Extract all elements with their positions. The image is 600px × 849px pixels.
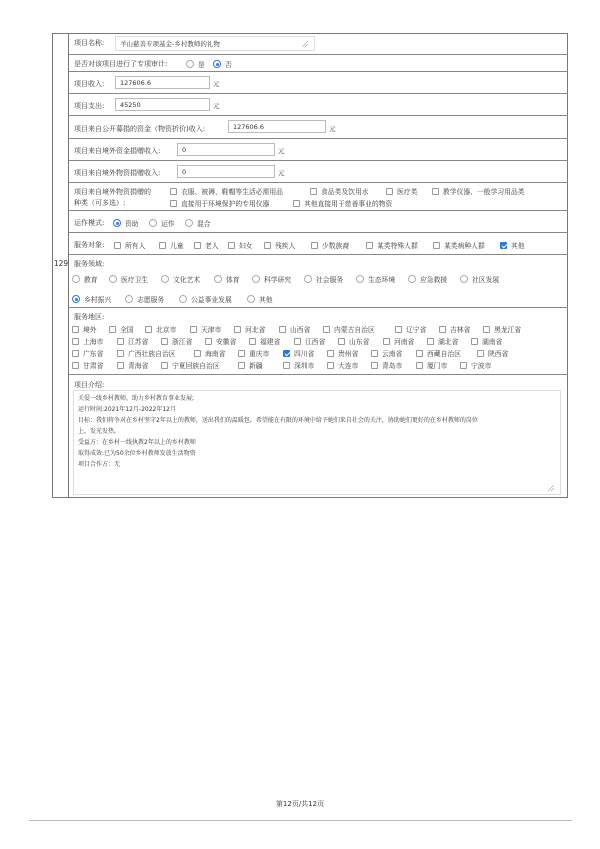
- checkbox-icon: [234, 326, 241, 333]
- checkbox-icon: [383, 338, 390, 345]
- goods-type-label: 教学仪器、一般学习用品类: [443, 188, 525, 196]
- radio-icon: [72, 275, 80, 283]
- checkbox-icon: [327, 350, 334, 357]
- field-label: 生态环境: [368, 276, 396, 284]
- region-label: 天津市: [201, 326, 222, 334]
- checkbox-icon: [439, 326, 446, 333]
- income-unit: 元: [213, 80, 220, 88]
- public-funds-unit: 元: [329, 125, 336, 133]
- checkbox-icon: [228, 242, 235, 249]
- goods-type-label: 医疗类: [397, 188, 418, 196]
- target-label: 其他: [511, 242, 525, 250]
- region-option[interactable]: [371, 360, 402, 370]
- checkbox-icon: [161, 338, 168, 345]
- region-label: 陕西省: [488, 350, 509, 358]
- radio-selected-icon: [213, 60, 221, 68]
- checkbox-icon: [72, 338, 79, 345]
- audit-yes-option[interactable]: [186, 59, 205, 69]
- radio-icon: [161, 275, 169, 283]
- region-label: 浙江省: [172, 338, 193, 346]
- checkbox-icon: [194, 242, 201, 249]
- mode-option[interactable]: [185, 218, 211, 228]
- public-funds-row: [69, 116, 568, 139]
- intro-line: 目标：我们将争对在乡村坚守2年以上的教师，送出我们的温暖包。希望能在有限的环境中给予她们来自社会的关注，协助她们更好的在乡村教师的岗位: [78, 417, 478, 424]
- checkbox-icon: [72, 326, 79, 333]
- page-number: 第12页/共12页: [275, 800, 325, 808]
- region-label: 境外: [83, 326, 97, 334]
- region-option[interactable]: [395, 324, 426, 334]
- region-option[interactable]: [416, 348, 461, 358]
- goods-types-label-1: 项目来自境外物资捐赠的: [74, 188, 151, 196]
- region-option[interactable]: [117, 348, 176, 358]
- field-option[interactable]: [161, 274, 200, 284]
- mode-option[interactable]: [149, 218, 175, 228]
- region-option[interactable]: [117, 336, 148, 346]
- resize-handle-icon[interactable]: [548, 485, 554, 491]
- field-option[interactable]: [72, 294, 111, 304]
- region-label: 广东省: [83, 350, 104, 358]
- intro-label: 项目介绍:: [74, 381, 105, 389]
- mode-option[interactable]: [113, 218, 139, 228]
- region-label: 上海市: [83, 338, 104, 346]
- target-label: 儿童: [170, 242, 184, 250]
- checkbox-icon: [395, 326, 402, 333]
- region-label: 辽宁省: [406, 326, 427, 334]
- region-label: 山东省: [349, 338, 370, 346]
- region-label: 黑龙江省: [494, 326, 522, 334]
- target-label: 所有人: [125, 242, 146, 250]
- target-label: 残疾人: [275, 242, 296, 250]
- intro-line: 关爱一线乡村教师，助力乡村教育事业发展;: [78, 395, 195, 402]
- goods-type-option[interactable]: [310, 186, 369, 196]
- field-option[interactable]: [72, 274, 98, 284]
- row-number: 129: [53, 259, 69, 268]
- expense-unit: 元: [213, 102, 220, 110]
- region-label: 湖南省: [482, 338, 503, 346]
- expense-field[interactable]: 45250: [115, 98, 210, 111]
- field-label: 公益事业发展: [191, 296, 232, 304]
- target-label: 某类特殊人群: [377, 242, 418, 250]
- target-label: 某类病种人群: [444, 242, 485, 250]
- checkbox-icon: [109, 326, 116, 333]
- field-label: 医疗卫生: [121, 276, 149, 284]
- radio-icon: [179, 295, 187, 303]
- region-label: 广西壮族自治区: [128, 350, 176, 358]
- target-option[interactable]: [114, 240, 145, 250]
- region-option[interactable]: [294, 336, 325, 346]
- region-label: 河南省: [394, 338, 415, 346]
- target-option[interactable]: [194, 240, 219, 250]
- field-option[interactable]: [125, 294, 164, 304]
- targets-label: 服务对象:: [74, 241, 105, 249]
- radio-icon: [247, 295, 255, 303]
- target-option[interactable]: [264, 240, 295, 250]
- region-label: 大连市: [338, 362, 359, 370]
- goods-type-label: 直接用于环境保护的专用仪器: [181, 200, 270, 208]
- income-label: 项目收入:: [74, 80, 105, 88]
- public-funds-field[interactable]: 127606.6: [228, 120, 326, 133]
- checkbox-icon: [72, 362, 79, 369]
- checkbox-icon: [170, 188, 177, 195]
- region-label: 深圳市: [294, 362, 315, 370]
- checkbox-icon: [327, 362, 334, 369]
- goods-type-label: 衣服、被褥、鞋帽等生活必需用品: [181, 188, 283, 196]
- checkbox-icon: [114, 242, 121, 249]
- foreign-goods-field[interactable]: 0: [177, 165, 275, 178]
- target-option[interactable]: [311, 240, 349, 250]
- checkbox-icon: [310, 188, 317, 195]
- foreign-funds-field[interactable]: 0: [177, 143, 275, 156]
- fields-row: [69, 255, 568, 308]
- region-label: 海南省: [205, 350, 226, 358]
- field-label: 科学研究: [264, 276, 292, 284]
- foreign-funds-label: 项目来自境外资金捐赠收入:: [74, 147, 161, 155]
- target-option[interactable]: [500, 240, 525, 250]
- region-label: 福建省: [260, 338, 281, 346]
- footer-divider: [29, 820, 572, 821]
- region-option[interactable]: [371, 348, 402, 358]
- field-label: 乡村振兴: [84, 296, 112, 304]
- income-field[interactable]: 127606.6: [115, 76, 210, 89]
- foreign-goods-row: [69, 161, 568, 183]
- checkbox-icon: [190, 326, 197, 333]
- field-label: 社区发展: [472, 276, 500, 284]
- region-label: 山西省: [290, 326, 311, 334]
- radio-icon: [304, 275, 312, 283]
- region-option[interactable]: [477, 348, 508, 358]
- checkbox-icon: [366, 242, 373, 249]
- goods-type-option[interactable]: [170, 186, 283, 196]
- region-option[interactable]: [72, 348, 103, 358]
- public-funds-label: 项目来自公开募捐的资金（物资折价)收入:: [74, 125, 206, 133]
- region-option[interactable]: [190, 324, 221, 334]
- region-option[interactable]: [238, 348, 269, 358]
- region-option[interactable]: [238, 360, 263, 370]
- goods-type-option[interactable]: [386, 186, 417, 196]
- region-option[interactable]: [283, 360, 314, 370]
- region-option[interactable]: [439, 324, 470, 334]
- checkbox-icon: [416, 362, 423, 369]
- region-label: 新疆: [249, 362, 263, 370]
- mode-option-label: 混合: [197, 220, 211, 228]
- field-option[interactable]: [247, 294, 273, 304]
- foreign-funds-unit: 元: [278, 147, 285, 155]
- field-label: 文化艺术: [173, 276, 201, 284]
- field-label: 教育: [84, 276, 98, 284]
- checkbox-icon: [145, 326, 152, 333]
- radio-icon: [214, 275, 222, 283]
- field-option[interactable]: [214, 274, 240, 284]
- region-option[interactable]: [327, 348, 358, 358]
- radio-icon: [356, 275, 364, 283]
- resize-handle-icon[interactable]: [302, 41, 308, 47]
- target-option[interactable]: [228, 240, 253, 250]
- checkbox-icon: [371, 362, 378, 369]
- field-option[interactable]: [408, 274, 447, 284]
- radio-icon: [125, 295, 133, 303]
- region-label: 青岛市: [382, 362, 403, 370]
- mode-row: [69, 211, 568, 233]
- region-label: 宁波市: [471, 362, 492, 370]
- checkbox-icon: [279, 326, 286, 333]
- region-option[interactable]: [323, 324, 375, 334]
- audit-row: [69, 55, 568, 72]
- checkbox-icon: [161, 362, 168, 369]
- goods-types-row: [69, 183, 568, 211]
- radio-icon: [109, 275, 117, 283]
- audit-label: 是否对该项目进行了专项审计:: [74, 60, 168, 68]
- radio-icon: [149, 219, 157, 227]
- project-name-row: [69, 33, 568, 55]
- region-option[interactable]: [161, 336, 192, 346]
- region-label: 贵州省: [338, 350, 359, 358]
- goods-type-option[interactable]: [170, 198, 269, 208]
- mode-label: 运作模式:: [74, 219, 105, 227]
- target-option[interactable]: [159, 240, 184, 250]
- region-label: 安徽省: [216, 338, 237, 346]
- checkbox-icon: [416, 350, 423, 357]
- checkbox-icon: [433, 242, 440, 249]
- project-name-value: 羊山慈善专项基金-乡村教师的礼物: [120, 40, 220, 48]
- field-option[interactable]: [109, 274, 148, 284]
- region-option[interactable]: [416, 360, 447, 370]
- region-option[interactable]: [283, 348, 314, 358]
- region-label: 吉林省: [450, 326, 471, 334]
- region-label: 全国: [120, 326, 134, 334]
- audit-no-option[interactable]: [213, 59, 232, 69]
- goods-type-option[interactable]: [432, 186, 525, 196]
- goods-types-label-2: 种类（可多选）:: [74, 199, 126, 207]
- region-label: 河北省: [245, 326, 266, 334]
- checkbox-icon: [477, 350, 484, 357]
- field-option[interactable]: [460, 274, 499, 284]
- region-label: 厦门市: [427, 362, 448, 370]
- region-option[interactable]: [205, 336, 236, 346]
- radio-icon: [408, 275, 416, 283]
- radio-icon: [460, 275, 468, 283]
- field-option[interactable]: [179, 294, 232, 304]
- regions-label: 服务地区:: [74, 313, 105, 321]
- checkbox-icon: [293, 200, 300, 207]
- checkbox-icon: [117, 350, 124, 357]
- field-option[interactable]: [252, 274, 291, 284]
- region-option[interactable]: [327, 360, 358, 370]
- checkbox-icon: [311, 242, 318, 249]
- region-option[interactable]: [249, 336, 280, 346]
- income-row: [69, 72, 568, 94]
- checkbox-checked-icon: [500, 242, 507, 249]
- audit-no-label: 否: [225, 61, 232, 69]
- region-option[interactable]: [427, 336, 458, 346]
- target-label: 老人: [205, 242, 219, 250]
- region-label: 北京市: [156, 326, 177, 334]
- field-label: 志愿服务: [137, 296, 165, 304]
- region-option[interactable]: [145, 324, 176, 334]
- region-option[interactable]: [72, 336, 103, 346]
- intro-line: 受益方：在乡村一线执教2年以上的乡村教师: [78, 439, 196, 446]
- checkbox-icon: [238, 362, 245, 369]
- intro-textarea[interactable]: [73, 390, 561, 495]
- checkbox-icon: [264, 242, 271, 249]
- checkbox-icon: [194, 350, 201, 357]
- region-label: 云南省: [382, 350, 403, 358]
- radio-icon: [186, 60, 194, 68]
- radio-icon: [252, 275, 260, 283]
- checkbox-icon: [432, 188, 439, 195]
- foreign-goods-label: 项目来自境外物资捐赠收入:: [74, 169, 161, 177]
- project-name-field[interactable]: [115, 36, 315, 51]
- checkbox-icon: [117, 338, 124, 345]
- regions-row: [69, 308, 568, 375]
- checkbox-icon: [323, 326, 330, 333]
- region-label: 青海省: [128, 362, 149, 370]
- checkbox-icon: [460, 362, 467, 369]
- checkbox-icon: [72, 350, 79, 357]
- mode-option-label: 运作: [161, 220, 175, 228]
- goods-type-option[interactable]: [293, 198, 392, 208]
- checkbox-icon: [427, 338, 434, 345]
- foreign-funds-row: [69, 139, 568, 161]
- target-option[interactable]: [366, 240, 418, 250]
- target-label: 妇女: [239, 242, 253, 250]
- intro-line: 上，发光发热。: [78, 428, 121, 435]
- region-label: 四川省: [294, 350, 315, 358]
- intro-line: 运行时间:2021年12月-2022年12月: [78, 406, 176, 413]
- checkbox-icon: [205, 338, 212, 345]
- target-option[interactable]: [433, 240, 485, 250]
- checkbox-icon: [159, 242, 166, 249]
- fields-label: 服务领域:: [74, 260, 105, 268]
- checkbox-icon: [249, 338, 256, 345]
- checkbox-icon: [283, 362, 290, 369]
- region-label: 江西省: [305, 338, 326, 346]
- goods-type-label: 其他直接用于慈善事业的物资: [304, 200, 393, 208]
- region-label: 湖北省: [438, 338, 459, 346]
- region-label: 重庆市: [249, 350, 270, 358]
- region-option[interactable]: [234, 324, 265, 334]
- region-label: 江苏省: [128, 338, 149, 346]
- field-label: 应急救援: [420, 276, 448, 284]
- checkbox-icon: [471, 338, 478, 345]
- expense-label: 项目支出:: [74, 102, 105, 110]
- goods-type-label: 食品类及饮用水: [321, 188, 369, 196]
- region-label: 甘肃省: [83, 362, 104, 370]
- region-option[interactable]: [279, 324, 310, 334]
- targets-row: [69, 233, 568, 255]
- expense-row: [69, 94, 568, 116]
- intro-line: 取得成效:已为50余位乡村教师发放生活物资: [78, 450, 196, 457]
- field-label: 其他: [259, 296, 273, 304]
- region-label: 内蒙古自治区: [334, 326, 375, 334]
- region-option[interactable]: [383, 336, 414, 346]
- region-option[interactable]: [72, 324, 97, 334]
- field-label: 体育: [226, 276, 240, 284]
- foreign-goods-unit: 元: [278, 169, 285, 177]
- field-label: 社会服务: [316, 276, 344, 284]
- checkbox-icon: [483, 326, 490, 333]
- region-label: 西藏自治区: [427, 350, 461, 358]
- region-option[interactable]: [338, 336, 369, 346]
- region-option[interactable]: [471, 336, 502, 346]
- checkbox-icon: [238, 350, 245, 357]
- region-option[interactable]: [109, 324, 134, 334]
- checkbox-checked-icon: [283, 350, 290, 357]
- field-option[interactable]: [304, 274, 343, 284]
- mode-option-label: 资助: [125, 220, 139, 228]
- radio-selected-icon: [113, 219, 121, 227]
- region-option[interactable]: [483, 324, 521, 334]
- radio-icon: [185, 219, 193, 227]
- region-option[interactable]: [161, 360, 220, 370]
- checkbox-icon: [170, 200, 177, 207]
- checkbox-icon: [338, 338, 345, 345]
- region-label: 宁夏回族自治区: [172, 362, 220, 370]
- radio-selected-icon: [72, 295, 80, 303]
- region-option[interactable]: [117, 360, 148, 370]
- audit-yes-label: 是: [198, 61, 205, 69]
- intro-line: 项目合作方：无: [78, 461, 121, 468]
- region-option[interactable]: [460, 360, 491, 370]
- checkbox-icon: [294, 338, 301, 345]
- checkbox-icon: [117, 362, 124, 369]
- project-name-label: 项目名称:: [74, 39, 105, 47]
- field-option[interactable]: [356, 274, 395, 284]
- checkbox-icon: [386, 188, 393, 195]
- checkbox-icon: [371, 350, 378, 357]
- region-option[interactable]: [194, 348, 225, 358]
- target-label: 少数族裔: [322, 242, 350, 250]
- region-option[interactable]: [72, 360, 103, 370]
